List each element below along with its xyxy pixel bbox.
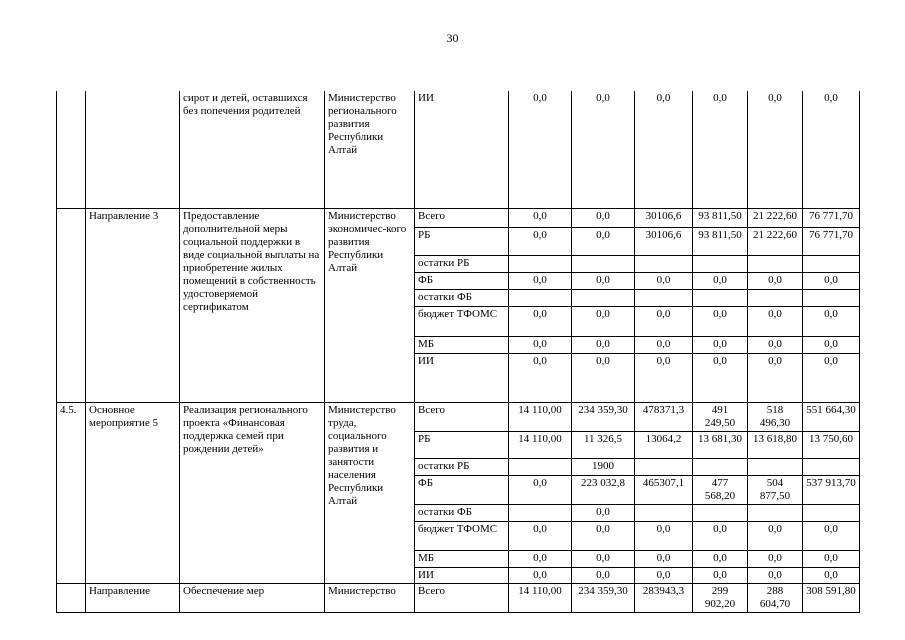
amount-cell: 0,0 bbox=[803, 272, 860, 289]
amount-cell: 13 750,60 bbox=[803, 431, 860, 458]
amount-cell: 0,0 bbox=[572, 353, 635, 402]
amount-cell: 30106,6 bbox=[635, 208, 693, 227]
amount-cell bbox=[748, 289, 803, 306]
amount-cell bbox=[803, 504, 860, 521]
amount-cell: 0,0 bbox=[803, 521, 860, 550]
amount-cell: 14 110,00 bbox=[509, 431, 572, 458]
amount-cell: 0,0 bbox=[803, 91, 860, 208]
measure-name-cell bbox=[86, 91, 180, 208]
amount-cell: 0,0 bbox=[572, 208, 635, 227]
amount-cell: 478371,3 bbox=[635, 402, 693, 431]
amount-cell: 0,0 bbox=[748, 272, 803, 289]
amount-cell bbox=[748, 255, 803, 272]
amount-cell: 0,0 bbox=[509, 208, 572, 227]
amount-cell bbox=[748, 458, 803, 475]
funding-source-cell: Всего bbox=[415, 208, 509, 227]
amount-cell: 477 568,20 bbox=[693, 475, 748, 504]
amount-cell: 0,0 bbox=[572, 336, 635, 353]
amount-cell: 0,0 bbox=[803, 306, 860, 336]
amount-cell: 0,0 bbox=[635, 336, 693, 353]
funding-source-cell: остатки ФБ bbox=[415, 289, 509, 306]
amount-cell: 0,0 bbox=[572, 567, 635, 583]
amount-cell: 0,0 bbox=[748, 567, 803, 583]
amount-cell: 0,0 bbox=[572, 272, 635, 289]
amount-cell: 234 359,30 bbox=[572, 402, 635, 431]
amount-cell: 0,0 bbox=[635, 353, 693, 402]
amount-cell: 491 249,50 bbox=[693, 402, 748, 431]
funding-source-cell: остатки ФБ bbox=[415, 504, 509, 521]
measure-name-cell: Основное мероприятие 5 bbox=[86, 402, 180, 583]
amount-cell bbox=[803, 458, 860, 475]
amount-cell: 0,0 bbox=[509, 272, 572, 289]
funding-source-cell: ИИ bbox=[415, 91, 509, 208]
amount-cell: 518 496,30 bbox=[748, 402, 803, 431]
measure-description-cell: Реализация регионального проекта «Финансовая поддержка семей при рождении детей» bbox=[180, 402, 325, 583]
amount-cell bbox=[748, 504, 803, 521]
row-number-cell bbox=[57, 583, 86, 612]
amount-cell: 0,0 bbox=[509, 336, 572, 353]
amount-cell bbox=[509, 458, 572, 475]
executor-cell: Министерство экономичес-кого развития Республики Алтай bbox=[325, 208, 415, 402]
amount-cell: 0,0 bbox=[509, 567, 572, 583]
amount-cell: 0,0 bbox=[748, 336, 803, 353]
amount-cell: 13 618,80 bbox=[748, 431, 803, 458]
amount-cell: 0,0 bbox=[635, 306, 693, 336]
funding-source-cell: ИИ bbox=[415, 567, 509, 583]
amount-cell bbox=[509, 255, 572, 272]
table-row bbox=[57, 583, 860, 612]
amount-cell: 93 811,50 bbox=[693, 227, 748, 255]
amount-cell: 0,0 bbox=[693, 353, 748, 402]
amount-cell: 283943,3 bbox=[635, 583, 693, 612]
amount-cell: 0,0 bbox=[572, 227, 635, 255]
amount-cell: 0,0 bbox=[803, 567, 860, 583]
amount-cell: 0,0 bbox=[572, 91, 635, 208]
amount-cell: 0,0 bbox=[635, 521, 693, 550]
funding-source-cell: ИИ bbox=[415, 353, 509, 402]
funding-source-cell: ФБ bbox=[415, 272, 509, 289]
amount-cell: 0,0 bbox=[748, 550, 803, 567]
row-number-cell bbox=[57, 91, 86, 208]
amount-cell: 21 222,60 bbox=[748, 227, 803, 255]
funding-source-cell: бюджет ТФОМС bbox=[415, 521, 509, 550]
amount-cell: 0,0 bbox=[693, 306, 748, 336]
amount-cell: 1900 bbox=[572, 458, 635, 475]
amount-cell: 308 591,80 bbox=[803, 583, 860, 612]
amount-cell: 0,0 bbox=[635, 550, 693, 567]
table-row bbox=[57, 402, 860, 431]
table-row bbox=[57, 208, 860, 227]
funding-source-cell: Всего bbox=[415, 583, 509, 612]
amount-cell: 0,0 bbox=[635, 91, 693, 208]
amount-cell: 537 913,70 bbox=[803, 475, 860, 504]
amount-cell bbox=[635, 289, 693, 306]
funding-source-cell: бюджет ТФОМС bbox=[415, 306, 509, 336]
amount-cell: 0,0 bbox=[509, 353, 572, 402]
amount-cell bbox=[693, 504, 748, 521]
amount-cell: 0,0 bbox=[509, 475, 572, 504]
amount-cell bbox=[803, 289, 860, 306]
amount-cell: 0,0 bbox=[803, 550, 860, 567]
executor-cell: Министерство регионального развития Республики Алтай bbox=[325, 91, 415, 208]
amount-cell: 234 359,30 bbox=[572, 583, 635, 612]
amount-cell: 0,0 bbox=[635, 567, 693, 583]
amount-cell bbox=[635, 458, 693, 475]
amount-cell bbox=[635, 504, 693, 521]
amount-cell bbox=[509, 289, 572, 306]
funding-source-cell: остатки РБ bbox=[415, 255, 509, 272]
amount-cell: 0,0 bbox=[693, 91, 748, 208]
amount-cell: 0,0 bbox=[693, 272, 748, 289]
amount-cell bbox=[803, 255, 860, 272]
funding-source-cell: РБ bbox=[415, 431, 509, 458]
amount-cell: 0,0 bbox=[748, 91, 803, 208]
amount-cell: 299 902,20 bbox=[693, 583, 748, 612]
amount-cell bbox=[572, 255, 635, 272]
amount-cell: 0,0 bbox=[509, 521, 572, 550]
measure-description-cell: сирот и детей, оставшихся без попечения родителей bbox=[180, 91, 325, 208]
row-number-cell: 4.5. bbox=[57, 402, 86, 583]
amount-cell: 14 110,00 bbox=[509, 402, 572, 431]
amount-cell bbox=[693, 458, 748, 475]
amount-cell: 551 664,30 bbox=[803, 402, 860, 431]
amount-cell: 0,0 bbox=[509, 550, 572, 567]
amount-cell bbox=[693, 255, 748, 272]
amount-cell: 0,0 bbox=[693, 521, 748, 550]
amount-cell: 0,0 bbox=[572, 550, 635, 567]
amount-cell bbox=[635, 255, 693, 272]
amount-cell: 0,0 bbox=[748, 353, 803, 402]
amount-cell: 93 811,50 bbox=[693, 208, 748, 227]
amount-cell: 13064,2 bbox=[635, 431, 693, 458]
amount-cell bbox=[693, 289, 748, 306]
executor-cell: Министерство bbox=[325, 583, 415, 612]
row-number-cell bbox=[57, 208, 86, 402]
funding-source-cell: остатки РБ bbox=[415, 458, 509, 475]
measure-name-cell: Направление 3 bbox=[86, 208, 180, 402]
funding-source-cell: Всего bbox=[415, 402, 509, 431]
amount-cell: 504 877,50 bbox=[748, 475, 803, 504]
page-number: 30 bbox=[446, 31, 459, 45]
amount-cell: 13 681,30 bbox=[693, 431, 748, 458]
amount-cell: 0,0 bbox=[748, 306, 803, 336]
amount-cell: 0,0 bbox=[509, 306, 572, 336]
amount-cell: 0,0 bbox=[509, 227, 572, 255]
amount-cell: 0,0 bbox=[635, 272, 693, 289]
amount-cell: 11 326,5 bbox=[572, 431, 635, 458]
amount-cell: 0,0 bbox=[693, 567, 748, 583]
amount-cell: 76 771,70 bbox=[803, 227, 860, 255]
measure-description-cell: Предоставление дополнительной меры социальной поддержки в виде социальной выплаты на приобретение жилых помещений в собственность удостоверяемой сертификатом bbox=[180, 208, 325, 402]
amount-cell: 0,0 bbox=[803, 353, 860, 402]
amount-cell bbox=[509, 504, 572, 521]
amount-cell: 288 604,70 bbox=[748, 583, 803, 612]
amount-cell: 0,0 bbox=[748, 521, 803, 550]
funding-source-cell: РБ bbox=[415, 227, 509, 255]
amount-cell: 0,0 bbox=[803, 336, 860, 353]
funding-source-cell: МБ bbox=[415, 550, 509, 567]
measure-description-cell: Обеспечение мер bbox=[180, 583, 325, 612]
table-row bbox=[57, 91, 860, 208]
measure-name-cell: Направление bbox=[86, 583, 180, 612]
amount-cell: 0,0 bbox=[509, 91, 572, 208]
budget-table bbox=[56, 91, 860, 613]
amount-cell: 0,0 bbox=[693, 550, 748, 567]
amount-cell: 465307,1 bbox=[635, 475, 693, 504]
funding-source-cell: МБ bbox=[415, 336, 509, 353]
amount-cell: 21 222,60 bbox=[748, 208, 803, 227]
amount-cell: 0,0 bbox=[572, 306, 635, 336]
amount-cell: 30106,6 bbox=[635, 227, 693, 255]
funding-source-cell: ФБ bbox=[415, 475, 509, 504]
executor-cell: Министерство труда, социального развития и занятости населения Республики Алтай bbox=[325, 402, 415, 583]
amount-cell: 0,0 bbox=[693, 336, 748, 353]
amount-cell: 223 032,8 bbox=[572, 475, 635, 504]
amount-cell: 0,0 bbox=[572, 504, 635, 521]
amount-cell bbox=[572, 289, 635, 306]
amount-cell: 76 771,70 bbox=[803, 208, 860, 227]
amount-cell: 14 110,00 bbox=[509, 583, 572, 612]
amount-cell: 0,0 bbox=[572, 521, 635, 550]
